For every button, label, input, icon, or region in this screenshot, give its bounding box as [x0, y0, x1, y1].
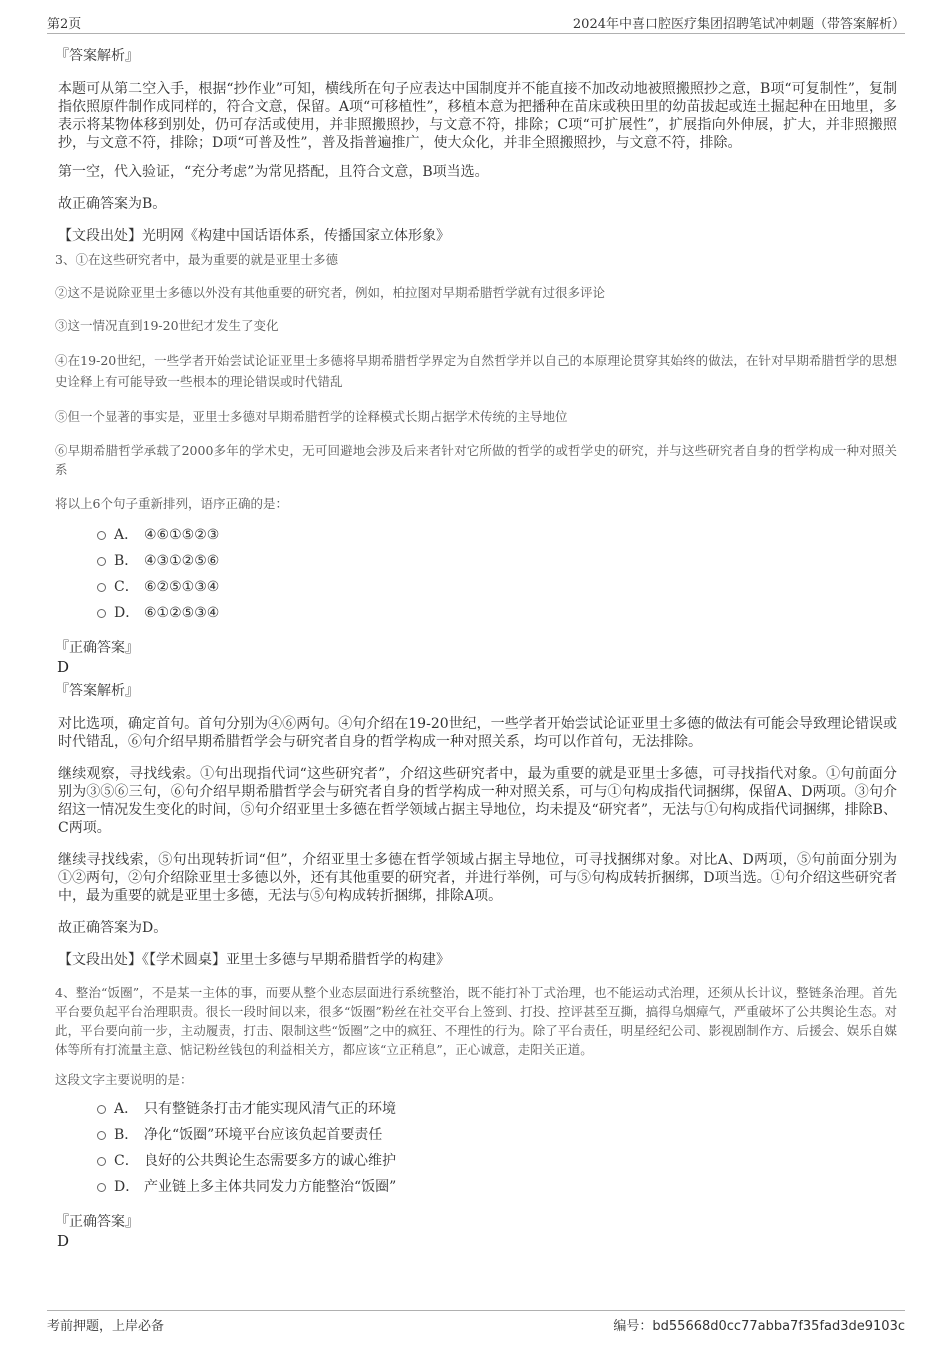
option-key: A． — [114, 527, 139, 543]
radio-icon[interactable] — [97, 1183, 106, 1192]
q3-source: 【文段出处】《【学术圆桌】亚里士多德与早期希腊哲学的构建》 — [58, 952, 450, 968]
option-key: D． — [114, 605, 140, 621]
page-header — [47, 13, 905, 34]
q3-analysis-para-3: 继续寻找线索，⑤句出现转折词“但”，介绍亚里士多德在哲学领域占据主导地位，可寻找捆绑对象。对比A、D两项，⑤句前面分别为①②两句，②句介绍除亚里士多德以外，还有其他重要的研究者，并进行举例，可与⑤句构成转折捆绑，D项当选。①句介绍这些研究者中，最为重要的就是亚里士多德，无法与⑤句构成转折捆绑，排除A项。 — [58, 852, 897, 904]
q4-answer-value: D — [57, 1232, 70, 1250]
document-code: 编号：bd55668d0cc77abba7f35fad3de9103c — [613, 1319, 905, 1334]
q3-sentence-5: ⑤但一个显著的事实是，亚里士多德对早期希腊哲学的诠释模式长期占据学术传统的主导地位 — [55, 409, 568, 424]
q4-options — [97, 1100, 897, 1204]
q4-question: 4、整治“饭圈”，不是某一主体的事，而要从整个业态层面进行系统整治，既不能打补丁式治理，也不能运动式治理，还须从长计议，整链条治理。首先平台要负起平台治理职责。很长一段时间以来，很多“饭圈”粉丝在社交平台上签到、打投、控评甚至互撕，搞得乌烟瘴气，严重破坏了公共舆论生态。对此，平台要向前一步，主动履责，打击、限制这些“饭圈”之中的疯狂、不理性的行为。除了平台责任，明星经纪公司、影视剧制作方、后援会、娱乐自媒体等所有打流量主意、惦记粉丝钱包的利益相关方，都应该“立正稍息”，正心诚意，走阳关正道。 — [55, 985, 897, 1057]
option-key: B． — [114, 1127, 139, 1143]
q3-options — [97, 526, 897, 630]
radio-icon[interactable] — [97, 1131, 106, 1140]
radio-icon[interactable] — [97, 557, 106, 566]
page-footer — [47, 1310, 905, 1333]
option-key: A． — [114, 1101, 139, 1117]
q2-analysis-label: 『答案解析』 — [55, 48, 139, 64]
q3-analysis-para-2: 继续观察，寻找线索。①句出现指代词“这些研究者”，介绍这些研究者中，最为重要的就是亚里士多德，可寻找指代对象。①句前面分别为③⑤⑥三句，⑥句介绍早期希腊哲学会与研究者自身的哲学构成一种对照关系，可与①句构成指代词捆绑，保留A、D两项。③句介绍这一情况发生变化的时间，⑤句介绍亚里士多德在哲学领域占据主导地位，均未提及“研究者”，无法与①句构成指代词捆绑，排除B、C两项。 — [58, 766, 897, 836]
option-text: ④③①②⑤⑥ — [144, 553, 220, 569]
q3-sentence-1: 3、①在这些研究者中，最为重要的就是亚里士多德 — [55, 252, 338, 267]
q3-analysis-label: 『答案解析』 — [55, 683, 139, 699]
q3-option-c[interactable] — [97, 578, 897, 604]
q3-option-b[interactable] — [97, 552, 897, 578]
q3-answer-label: 『正确答案』 — [55, 640, 139, 656]
radio-icon[interactable] — [97, 1105, 106, 1114]
q3-answer-value: D — [57, 658, 70, 676]
option-text: ⑥②⑤①③④ — [144, 579, 220, 595]
q3-sentence-4: ④在19-20世纪，一些学者开始尝试论证亚里士多德将早期希腊哲学界定为自然哲学并以自己的本原理论贯穿其始终的做法，在针对早期希腊哲学的思想史诠释上有可能导致一些根本的理论错误或时代错乱 — [55, 353, 897, 389]
option-key: B． — [114, 553, 139, 569]
option-text: 只有整链条打击才能实现风清气正的环境 — [144, 1101, 396, 1117]
q3-sentence-2: ②这不是说除亚里士多德以外没有其他重要的研究者，例如，柏拉图对早期希腊哲学就有过很多评论 — [55, 285, 606, 300]
q3-option-a[interactable] — [97, 526, 897, 552]
radio-icon[interactable] — [97, 609, 106, 618]
page-content — [55, 46, 897, 1255]
q3-option-d[interactable] — [97, 604, 897, 630]
q4-prompt: 这段文字主要说明的是： — [55, 1072, 193, 1087]
option-text: 产业链上多主体共同发力方能整治“饭圈” — [144, 1179, 397, 1195]
q2-analysis-para-1: 本题可从第二空入手，根据“抄作业”可知，横线所在句子应表达中国制度并不能直接不加改动地被照搬照抄之意，B项“可复制性”，复制指依照原件制作成同样的，符合文意，保留。A项“可移植性”，移植本意为把播种在苗床或秧田里的幼苗拔起或连土掘起种在田地里，多表示将某物体移到别处，仍可存活或使用，并非照搬照抄，与文意不符，排除；C项“可扩展性”，扩展指向外伸展，扩大，并非照搬照抄，与文意不符，排除；D项“可普及性”，普及指普遍推广，使大众化，并非全照搬照抄，与文意不符，排除。 — [58, 81, 897, 151]
radio-icon[interactable] — [97, 1157, 106, 1166]
q2-analysis-para-2: 第一空，代入验证，“充分考虑”为常见搭配，且符合文意，B项当选。 — [58, 164, 489, 180]
q3-analysis-para-1: 对比选项，确定首句。首句分别为④⑥两句。④句介绍在19-20世纪，一些学者开始尝试论证亚里士多德的做法有可能会导致理论错误或时代错乱，⑥句介绍早期希腊哲学会与研究者自身的哲学构成一种对照关系，均可以作首句，无法排除。 — [58, 716, 897, 750]
q3-analysis-para-4: 故正确答案为D。 — [58, 920, 168, 936]
option-text: ⑥①②⑤③④ — [144, 605, 220, 621]
q4-option-c[interactable] — [97, 1152, 897, 1178]
option-key: C． — [114, 1153, 139, 1169]
option-text: ④⑥①⑤②③ — [144, 527, 220, 543]
q2-analysis-para-3: 故正确答案为B。 — [58, 196, 167, 212]
option-key: D． — [114, 1179, 140, 1195]
option-key: C． — [114, 579, 139, 595]
footer-slogan: 考前押题，上岸必备 — [47, 1319, 165, 1334]
q3-prompt: 将以上6个句子重新排列，语序正确的是： — [55, 496, 288, 511]
q4-answer-label: 『正确答案』 — [55, 1214, 139, 1230]
radio-icon[interactable] — [97, 583, 106, 592]
radio-icon[interactable] — [97, 531, 106, 540]
q4-option-d[interactable] — [97, 1178, 897, 1204]
q3-sentence-3: ③这一情况直到19-20世纪才发生了变化 — [55, 318, 279, 333]
q4-option-b[interactable] — [97, 1126, 897, 1152]
q3-sentence-6: ⑥早期希腊哲学承载了2000多年的学术史，无可回避地会涉及后来者针对它所做的哲学的或哲学史的研究，并与这些研究者自身的哲学构成一种对照关系 — [55, 443, 897, 477]
document-title: 2024年中喜口腔医疗集团招聘笔试冲刺题（带答案解析） — [572, 17, 905, 32]
q4-option-a[interactable] — [97, 1100, 897, 1126]
option-text: 净化“饭圈”环境平台应该负起首要责任 — [144, 1127, 383, 1143]
q2-source: 【文段出处】光明网《构建中国话语体系，传播国家立体形象》 — [58, 228, 450, 244]
option-text: 良好的公共舆论生态需要多方的诚心维护 — [144, 1153, 396, 1169]
page-number: 第2页 — [47, 17, 82, 32]
